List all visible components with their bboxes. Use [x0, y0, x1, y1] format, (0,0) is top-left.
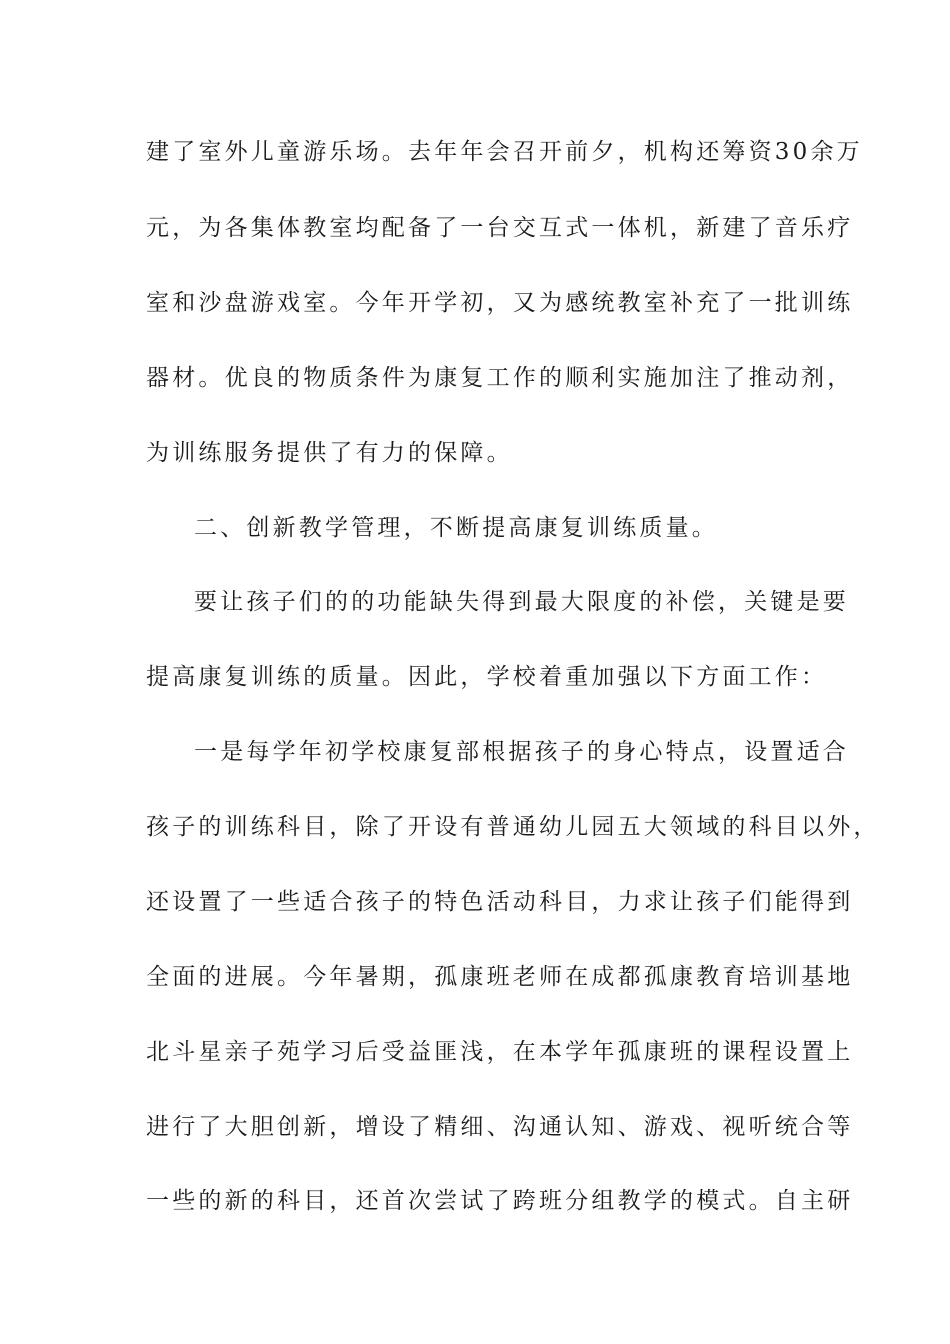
text-line-1: 建了室外儿童游乐场。去年年会召开前夕，机构还筹资30余万: [146, 139, 863, 165]
text-line-15: 一些的新的科目，还首次尝试了跨班分组教学的模式。自主研: [146, 1188, 854, 1214]
text-line-11: 还设置了一些适合孩子的特色活动科目，力求让孩子们能得到: [146, 889, 854, 915]
text-line-5: 为训练服务提供了有力的保障。: [146, 440, 513, 466]
text-line-9: 一是每学年初学校康复部根据孩子的身心特点，设置适合: [194, 739, 849, 765]
text-line-2: 元，为各集体教室均配备了一台交互式一体机，新建了音乐疗: [146, 215, 854, 241]
text-line-14: 进行了大胆创新，增设了精细、沟通认知、游戏、视听统合等: [146, 1114, 854, 1140]
text-line-7: 要让孩子们的的功能缺失得到最大限度的补偿，关键是要: [194, 589, 849, 615]
text-line-3: 室和沙盘游戏室。今年开学初，又为感统教室补充了一批训练: [146, 290, 854, 316]
text-line-13: 北斗星亲子苑学习后受益匪浅，在本学年孤康班的课程设置上: [146, 1039, 854, 1065]
section-heading: 二、创新教学管理，不断提高康复训练质量。: [194, 515, 718, 541]
text-line-10: 孩子的训练科目，除了开设有普通幼儿园五大领域的科目以外，: [146, 814, 880, 840]
text-line-8: 提高康复训练的质量。因此，学校着重加强以下方面工作：: [146, 664, 828, 690]
text-line-4: 器材。优良的物质条件为康复工作的顺利实施加注了推动剂，: [146, 365, 854, 391]
text-line-12: 全面的进展。今年暑期，孤康班老师在成都孤康教育培训基地: [146, 964, 854, 990]
